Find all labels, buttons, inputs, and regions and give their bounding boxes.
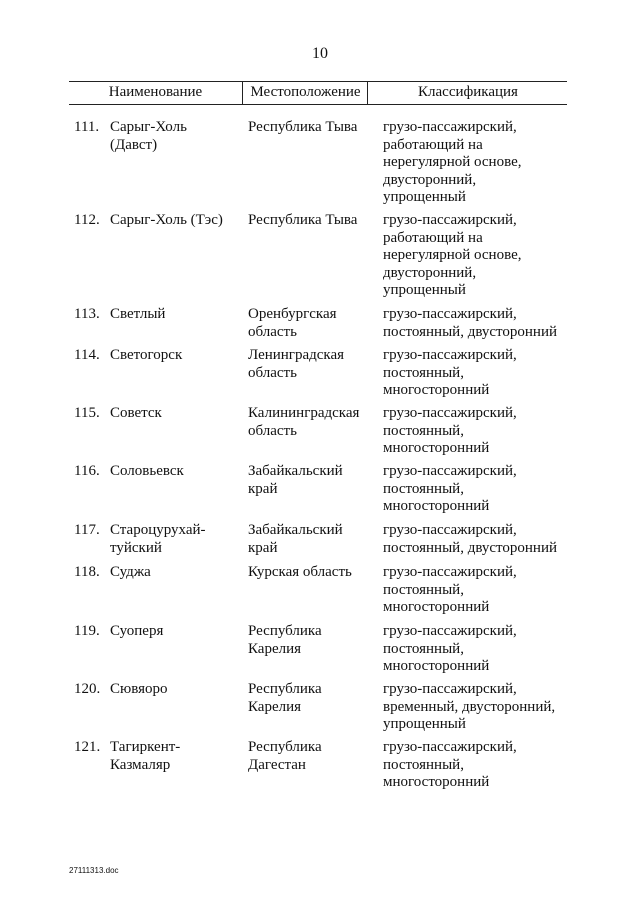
row-name <box>110 347 240 365</box>
row-name <box>110 564 240 582</box>
row-classification-line: многосторонний <box>383 658 490 674</box>
row-name-line: (Давст) <box>110 136 158 153</box>
row-name-line: туйский <box>110 539 162 556</box>
row-name <box>110 119 240 154</box>
row-classification-line: многосторонний <box>383 440 490 456</box>
row-location-line: Дагестан <box>248 756 306 773</box>
row-classification-line: постоянный, <box>383 480 464 497</box>
row-number: 114. <box>74 347 100 363</box>
row-location-line: область <box>248 364 297 381</box>
row-name <box>110 522 240 557</box>
row-location <box>248 306 376 341</box>
footer-filename: 27111313.doc <box>69 866 119 875</box>
row-location-line: Курская область <box>248 564 352 580</box>
row-classification <box>383 347 573 400</box>
row-location <box>248 522 376 557</box>
row-location <box>248 739 376 774</box>
row-classification-line: многосторонний <box>383 498 490 514</box>
row-name-line: Староцурухай- <box>110 522 206 538</box>
row-classification-line: постоянный, <box>383 756 464 773</box>
row-classification-line: грузо-пассажирский, <box>383 347 517 363</box>
row-number: 116. <box>74 463 100 479</box>
row-location-line: Карелия <box>248 640 302 657</box>
row-location <box>248 463 376 498</box>
row-classification <box>383 564 573 617</box>
row-location-line: Забайкальский <box>248 463 343 479</box>
row-name-line: Сювяоро <box>110 681 168 697</box>
row-location <box>248 623 376 658</box>
row-classification-line: грузо-пассажирский, <box>383 306 517 322</box>
row-number: 112. <box>74 212 100 228</box>
row-number: 113. <box>74 306 100 322</box>
row-classification-line: грузо-пассажирский, <box>383 212 517 228</box>
row-location <box>248 119 376 137</box>
row-name-line: Сарыг-Холь <box>110 119 187 135</box>
row-number: 117. <box>74 522 100 538</box>
row-location <box>248 681 376 716</box>
row-location-line: Республика Тыва <box>248 119 358 135</box>
row-location <box>248 347 376 382</box>
row-number: 121. <box>74 739 101 755</box>
row-location-line: Калининградская <box>248 405 360 421</box>
row-classification-line: постоянный, двусторонний <box>383 323 558 340</box>
row-number: 115. <box>74 405 100 421</box>
row-location-line: Республика <box>248 681 322 697</box>
row-name-line: Суджа <box>110 564 151 580</box>
row-location-line: край <box>248 539 278 556</box>
header-name: Наименование <box>108 84 203 100</box>
row-classification-line: упрощенный <box>383 189 466 205</box>
row-classification <box>383 623 573 676</box>
row-classification-line: грузо-пассажирский, <box>383 522 517 538</box>
table-header <box>69 81 567 105</box>
row-location-line: Республика <box>248 623 322 639</box>
row-location-line: Республика Тыва <box>248 212 358 228</box>
row-classification-line: нерегулярной основе, <box>383 247 522 263</box>
row-location-line: край <box>248 480 278 497</box>
row-location <box>248 212 376 230</box>
row-classification-line: постоянный, двусторонний <box>383 539 558 556</box>
row-classification-line: грузо-пассажирский, <box>383 681 517 697</box>
row-name-line: Светогорск <box>110 347 183 363</box>
row-location-line: Оренбургская <box>248 306 337 322</box>
row-location-line: Забайкальский <box>248 522 343 538</box>
row-name-line: Светлый <box>110 306 166 322</box>
row-classification <box>383 522 573 557</box>
header-classification: Классификация <box>367 82 568 104</box>
row-number: 118. <box>74 564 100 580</box>
row-classification <box>383 405 573 458</box>
row-classification-line: грузо-пассажирский, <box>383 463 517 479</box>
row-classification <box>383 119 573 207</box>
row-location <box>248 564 376 582</box>
row-classification-line: нерегулярной основе, <box>383 154 522 170</box>
row-location-line: Республика <box>248 739 322 755</box>
row-name <box>110 306 240 324</box>
header-location: Местоположение <box>242 82 368 104</box>
row-number: 120. <box>74 681 101 697</box>
row-classification-line: грузо-пассажирский, <box>383 623 517 639</box>
row-name <box>110 405 240 423</box>
row-location <box>248 405 376 440</box>
row-name-line: Суоперя <box>110 623 164 639</box>
row-location-line: область <box>248 422 297 439</box>
page-number: 10 <box>312 45 328 62</box>
row-classification-line: работающий на <box>383 136 483 153</box>
row-classification-line: временный, двусторонний, <box>383 698 556 715</box>
row-name <box>110 623 240 641</box>
row-classification-line: грузо-пассажирский, <box>383 405 517 421</box>
row-name <box>110 212 240 230</box>
row-classification-line: многосторонний <box>383 382 490 398</box>
row-name-line: Казмаляр <box>110 756 171 773</box>
row-classification-line: грузо-пассажирский, <box>383 739 517 755</box>
row-name <box>110 739 240 774</box>
row-classification-line: постоянный, <box>383 640 464 657</box>
row-name <box>110 681 240 699</box>
row-name-line: Соловьевск <box>110 463 184 479</box>
row-classification-line: постоянный, <box>383 581 464 598</box>
row-classification-line: постоянный, <box>383 422 464 439</box>
row-classification-line: грузо-пассажирский, <box>383 564 517 580</box>
row-classification-line: многосторонний <box>383 599 490 615</box>
row-classification <box>383 739 573 792</box>
row-location-line: Карелия <box>248 698 302 715</box>
row-number: 111. <box>74 119 100 135</box>
row-classification-line: постоянный, <box>383 364 464 381</box>
row-number: 119. <box>74 623 100 639</box>
row-classification-line: упрощенный <box>383 716 466 732</box>
row-name-line: Советск <box>110 405 162 421</box>
row-classification-line: двусторонний, <box>383 264 477 281</box>
row-classification <box>383 463 573 516</box>
row-classification <box>383 212 573 300</box>
row-classification-line: работающий на <box>383 229 483 246</box>
row-classification <box>383 681 573 734</box>
row-location-line: Ленинградская <box>248 347 345 363</box>
row-name-line: Сарыг-Холь (Тэс) <box>110 212 223 228</box>
row-classification-line: многосторонний <box>383 774 490 790</box>
row-name <box>110 463 240 481</box>
row-location-line: область <box>248 323 297 340</box>
row-name-line: Тагиркент- <box>110 739 181 755</box>
row-classification <box>383 306 573 341</box>
row-classification-line: упрощенный <box>383 282 466 298</box>
row-classification-line: грузо-пассажирский, <box>383 119 517 135</box>
row-classification-line: двусторонний, <box>383 171 477 188</box>
